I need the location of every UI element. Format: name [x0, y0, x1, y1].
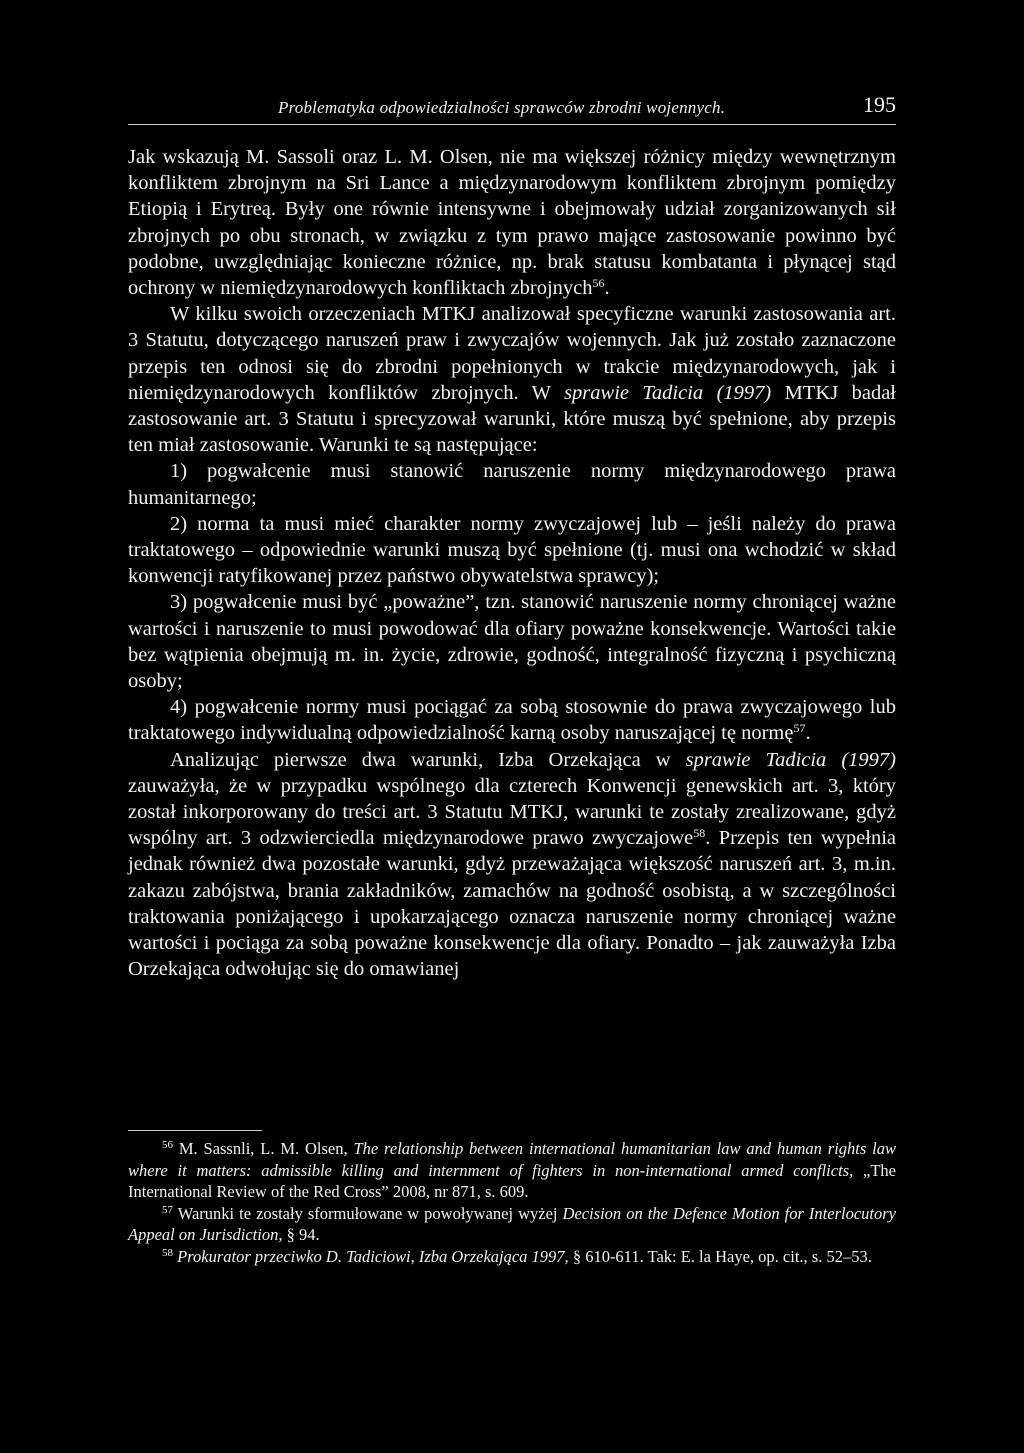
running-title: Problematyka odpowiedzialności sprawców zbrodni wojennych.: [278, 98, 726, 117]
footnote-divider: [128, 1130, 262, 1131]
condition-item-4: 4) pogwałcenie normy musi pociągać za sobą stosownie do prawa zwyczajowego lub traktatowego indywidualną odpowiedzialność karną osoby naruszającej tę normę$^{57}$.: [128, 696, 896, 745]
footnote-ref-56: 56: [592, 276, 605, 291]
footnote-ref-58: 58: [693, 826, 706, 841]
running-header: [128, 90, 896, 125]
paragraph-sassoli: Jak wskazują M. Sassoli oraz L. M. Olsen, nie ma większej różnicy między wewnętrznym konfliktem zbrojnym na Sri Lance a międzynarodowym konfliktem zbrojnym pomiędzy Etiopią i Erytreą. Były one równie intensywne i obejmowały udział zorganizowanych sił zbrojnych po obu stronach, w związku z tym prawo mające zastosowanie powinno być podobne, uwzględniając konieczne różnice, np. brak statusu kombatanta i płynącej stąd ochrony w niemiędzynarodowych konfliktach zbrojnych$^{56}$.: [128, 146, 896, 300]
condition-item-1: 1) pogwałcenie musi stanowić naruszenie normy międzynarodowego prawa humanitarnego;: [128, 460, 896, 509]
main-text: [128, 144, 896, 983]
paragraph-mtkj: W kilku swoich orzeczeniach MTKJ analizował specyficzne warunki zastosowania art. 3 Statutu, dotyczącego naruszeń praw i zwyczajów wojennych. Jak już zostało zaznaczone przepis ten odnosi się do zbrodni popełnionych w trakcie międzynarodowych, jak i niemiędzynarodowych konfliktów zbrojnych. W sprawie Tadicia (1997) MTKJ badał zastosowanie art. 3 Statutu i sprecyzował warunki, które muszą być spełnione, aby przepis ten miał zastosowanie. Warunki te są następujące:: [128, 303, 896, 457]
footnote-ref-57: 57: [793, 721, 806, 736]
condition-item-2: 2) norma ta musi mieć charakter normy zwyczajowej lub – jeśli należy do prawa traktatowego – odpowiednie warunki muszą być spełnione (tj. musi ona wchodzić w skład konwencji ratyfikowanej przez państwo obywatelstwa sprawcy);: [128, 512, 896, 588]
footnote-58: $^{58}$ Prokurator przeciwko D. Tadiciowi, Izba Orzekająca 1997, § 610-611. Tak: E. la Haye, op. cit., s. 52–53.: [162, 1246, 872, 1266]
condition-item-3: 3) pogwałcenie musi być „poważne”, tzn. stanowić naruszenie normy chroniącej ważne wartości i naruszenie to musi powodować dla ofiary poważne konsekwencje. Wartości takie bez wątpienia obejmują m. in. życie, zdrowie, godność, integralność fizyczną i psychiczną osoby;: [128, 591, 896, 693]
page-number: 195: [863, 92, 896, 117]
paragraph-analysis: Analizując pierwsze dwa warunki, Izba Orzekająca w sprawie Tadicia (1997) zauważyła, że w przypadku wspólnego dla czterech Konwencji genewskich art. 3, który został inkorporowany do treści art. 3 Statutu MTKJ, warunki te zostały zrealizowane, gdyż wspólny art. 3 odzwierciedla międzynarodowe prawo zwyczajowe$^{58}$. Przepis ten wypełnia jednak również dwa pozostałe warunki, gdyż przeważająca większość naruszeń art. 3, m.in. zakazu zabójstwa, brania zakładników, zamachów na godność osobistą, a w szczególności traktowania poniżającego i upokarzającego oznacza naruszenie normy chroniącej ważne wartości i pociąga za sobą poważne konsekwencje dla ofiary. Ponadto – jak zauważyła Izba Orzekająca odwołując się do omawianej: [128, 748, 896, 981]
case-name: sprawie Tadicia (1997): [564, 381, 772, 404]
footnotes: [128, 1138, 896, 1267]
case-name: sprawie Tadicia (1997): [685, 748, 896, 771]
footnote-57: $^{57}$ Warunki te zostały sformułowane w powoływanej wyżej Decision on the Defence Motion for Interlocutory Appeal on Jurisdiction, § 94.: [128, 1203, 896, 1244]
footnote-56: $^{56}$ M. Sassnli, L. M. Olsen, The relationship between international humanitarian law and human rights law where it matters: admissible killing and internment of fighters in non-international armed conflicts, „The International Review of the Red Cross” 2008, nr 871, s. 609.: [128, 1139, 896, 1201]
